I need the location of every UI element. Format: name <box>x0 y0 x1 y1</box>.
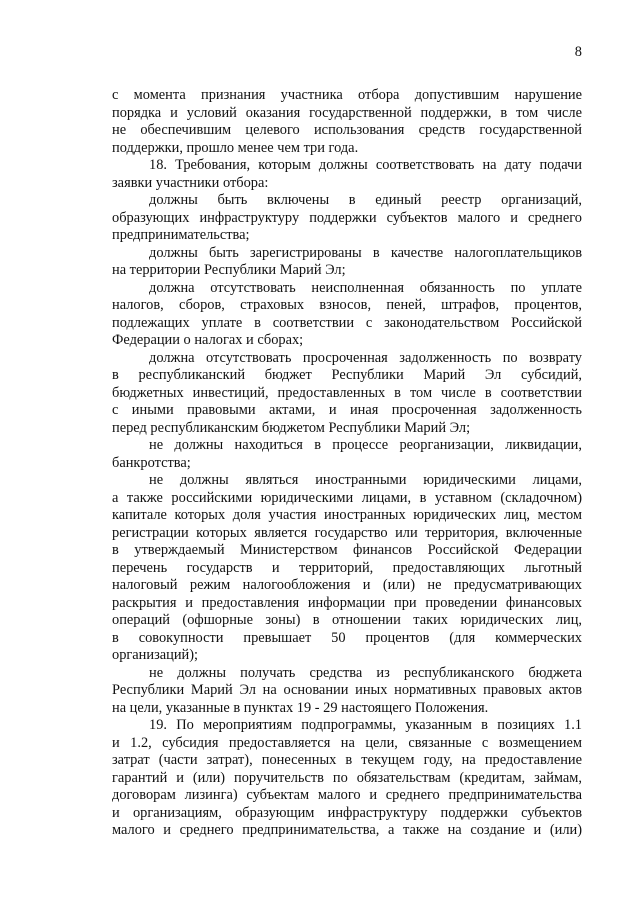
text-line: на цели, указанные в пунктах 19 - 29 настоящего Положения. <box>112 699 489 716</box>
text-line: гарантий и (или) поручительств по обязательствам (кредитам, займам, <box>112 769 582 786</box>
text-line: с момента признания участника отбора допустившим нарушение <box>112 87 582 103</box>
text-line: раскрытия и предоставления информации при проведении финансовых <box>112 594 582 611</box>
text-line: не должны получать средства из республиканского бюджета <box>149 664 582 681</box>
text-line: регистрации которых является государство или территория, включенные <box>112 524 582 541</box>
text-line: налоговый режим налогообложения и (или) не предусматривающих <box>112 577 582 593</box>
text-line: подлежащих уплате в соответствии с законодательством Российской <box>112 314 582 331</box>
document-body <box>112 87 582 840</box>
text-line: с иными правовыми актами, и иная просроченная задолженность <box>112 402 582 418</box>
text-line: Федерации о налогах и сборах; <box>112 332 304 348</box>
text-line: 18. Требования, которым должны соответствовать на дату подачи <box>149 157 582 173</box>
text-line: капитале которых доля участия иностранных юридических лиц, местом <box>112 507 582 523</box>
text-line: должна отсутствовать просроченная задолженность по возврату <box>149 349 582 366</box>
text-line: поддержки, прошло менее чем три года. <box>112 139 359 156</box>
text-line: предпринимательства; <box>112 227 250 243</box>
text-line: и организациям, образующим инфраструктуру поддержки субъектов <box>112 804 582 821</box>
text-line: должна отсутствовать неисполненная обязанность по уплате <box>149 279 582 296</box>
text-line: не должны находиться в процессе реорганизации, ликвидации, <box>149 437 582 453</box>
text-line: должны быть включены в единый реестр организаций, <box>149 192 582 208</box>
text-line: затрат (части затрат), понесенных в текущем году, на предоставление <box>112 752 582 768</box>
text-line: малого и среднего предпринимательства, а также на создание и (или) <box>112 822 582 838</box>
text-line: операций (офшорные зоны) в отношении таких юридических лиц, <box>112 612 582 628</box>
text-line: 19. По мероприятиям подпрограммы, указанным в позициях 1.1 <box>149 717 582 733</box>
text-line: в утверждаемый Министерством финансов Российской Федерации <box>112 542 582 558</box>
text-line: Республики Марий Эл на основании иных нормативных правовых актов <box>112 682 582 698</box>
text-line: на территории Республики Марий Эл; <box>112 262 346 278</box>
text-line: и 1.2, субсидия предоставляется на цели, связанные с возмещением <box>112 734 582 751</box>
text-line: банкротства; <box>112 454 191 471</box>
text-line: в республиканский бюджет Республики Марий Эл субсидий, <box>112 367 582 383</box>
text-line: не должны являться иностранными юридическими лицами, <box>149 472 582 488</box>
text-line: должны быть зарегистрированы в качестве налогоплательщиков <box>149 244 582 261</box>
text-line: а также российскими юридическими лицами, в уставном (складочном) <box>112 489 582 506</box>
text-line: налогов, сборов, страховых взносов, пеней, штрафов, процентов, <box>112 297 582 313</box>
text-line: договорам лизинга) субъектам малого и среднего предпринимательства <box>112 787 582 803</box>
page-number: 8 <box>574 44 582 60</box>
text-line: перечень государств и территорий, предоставляющих льготный <box>112 559 582 576</box>
text-line: организаций); <box>112 647 199 663</box>
text-line: в совокупности превышает 50 процентов (для коммерческих <box>112 629 582 646</box>
text-line: порядка и условий оказания государственной поддержки, в том числе <box>112 104 582 121</box>
text-line: бюджетных инвестиций, предоставленных в том числе в соответствии <box>112 384 582 401</box>
text-line: перед республиканским бюджетом Республики Марий Эл; <box>112 419 471 436</box>
text-line: заявки участники отбора: <box>112 174 269 191</box>
text-line: образующих инфраструктуру поддержки субъектов малого и среднего <box>112 209 582 226</box>
text-line: не обеспечившим целевого использования средств государственной <box>112 122 582 138</box>
